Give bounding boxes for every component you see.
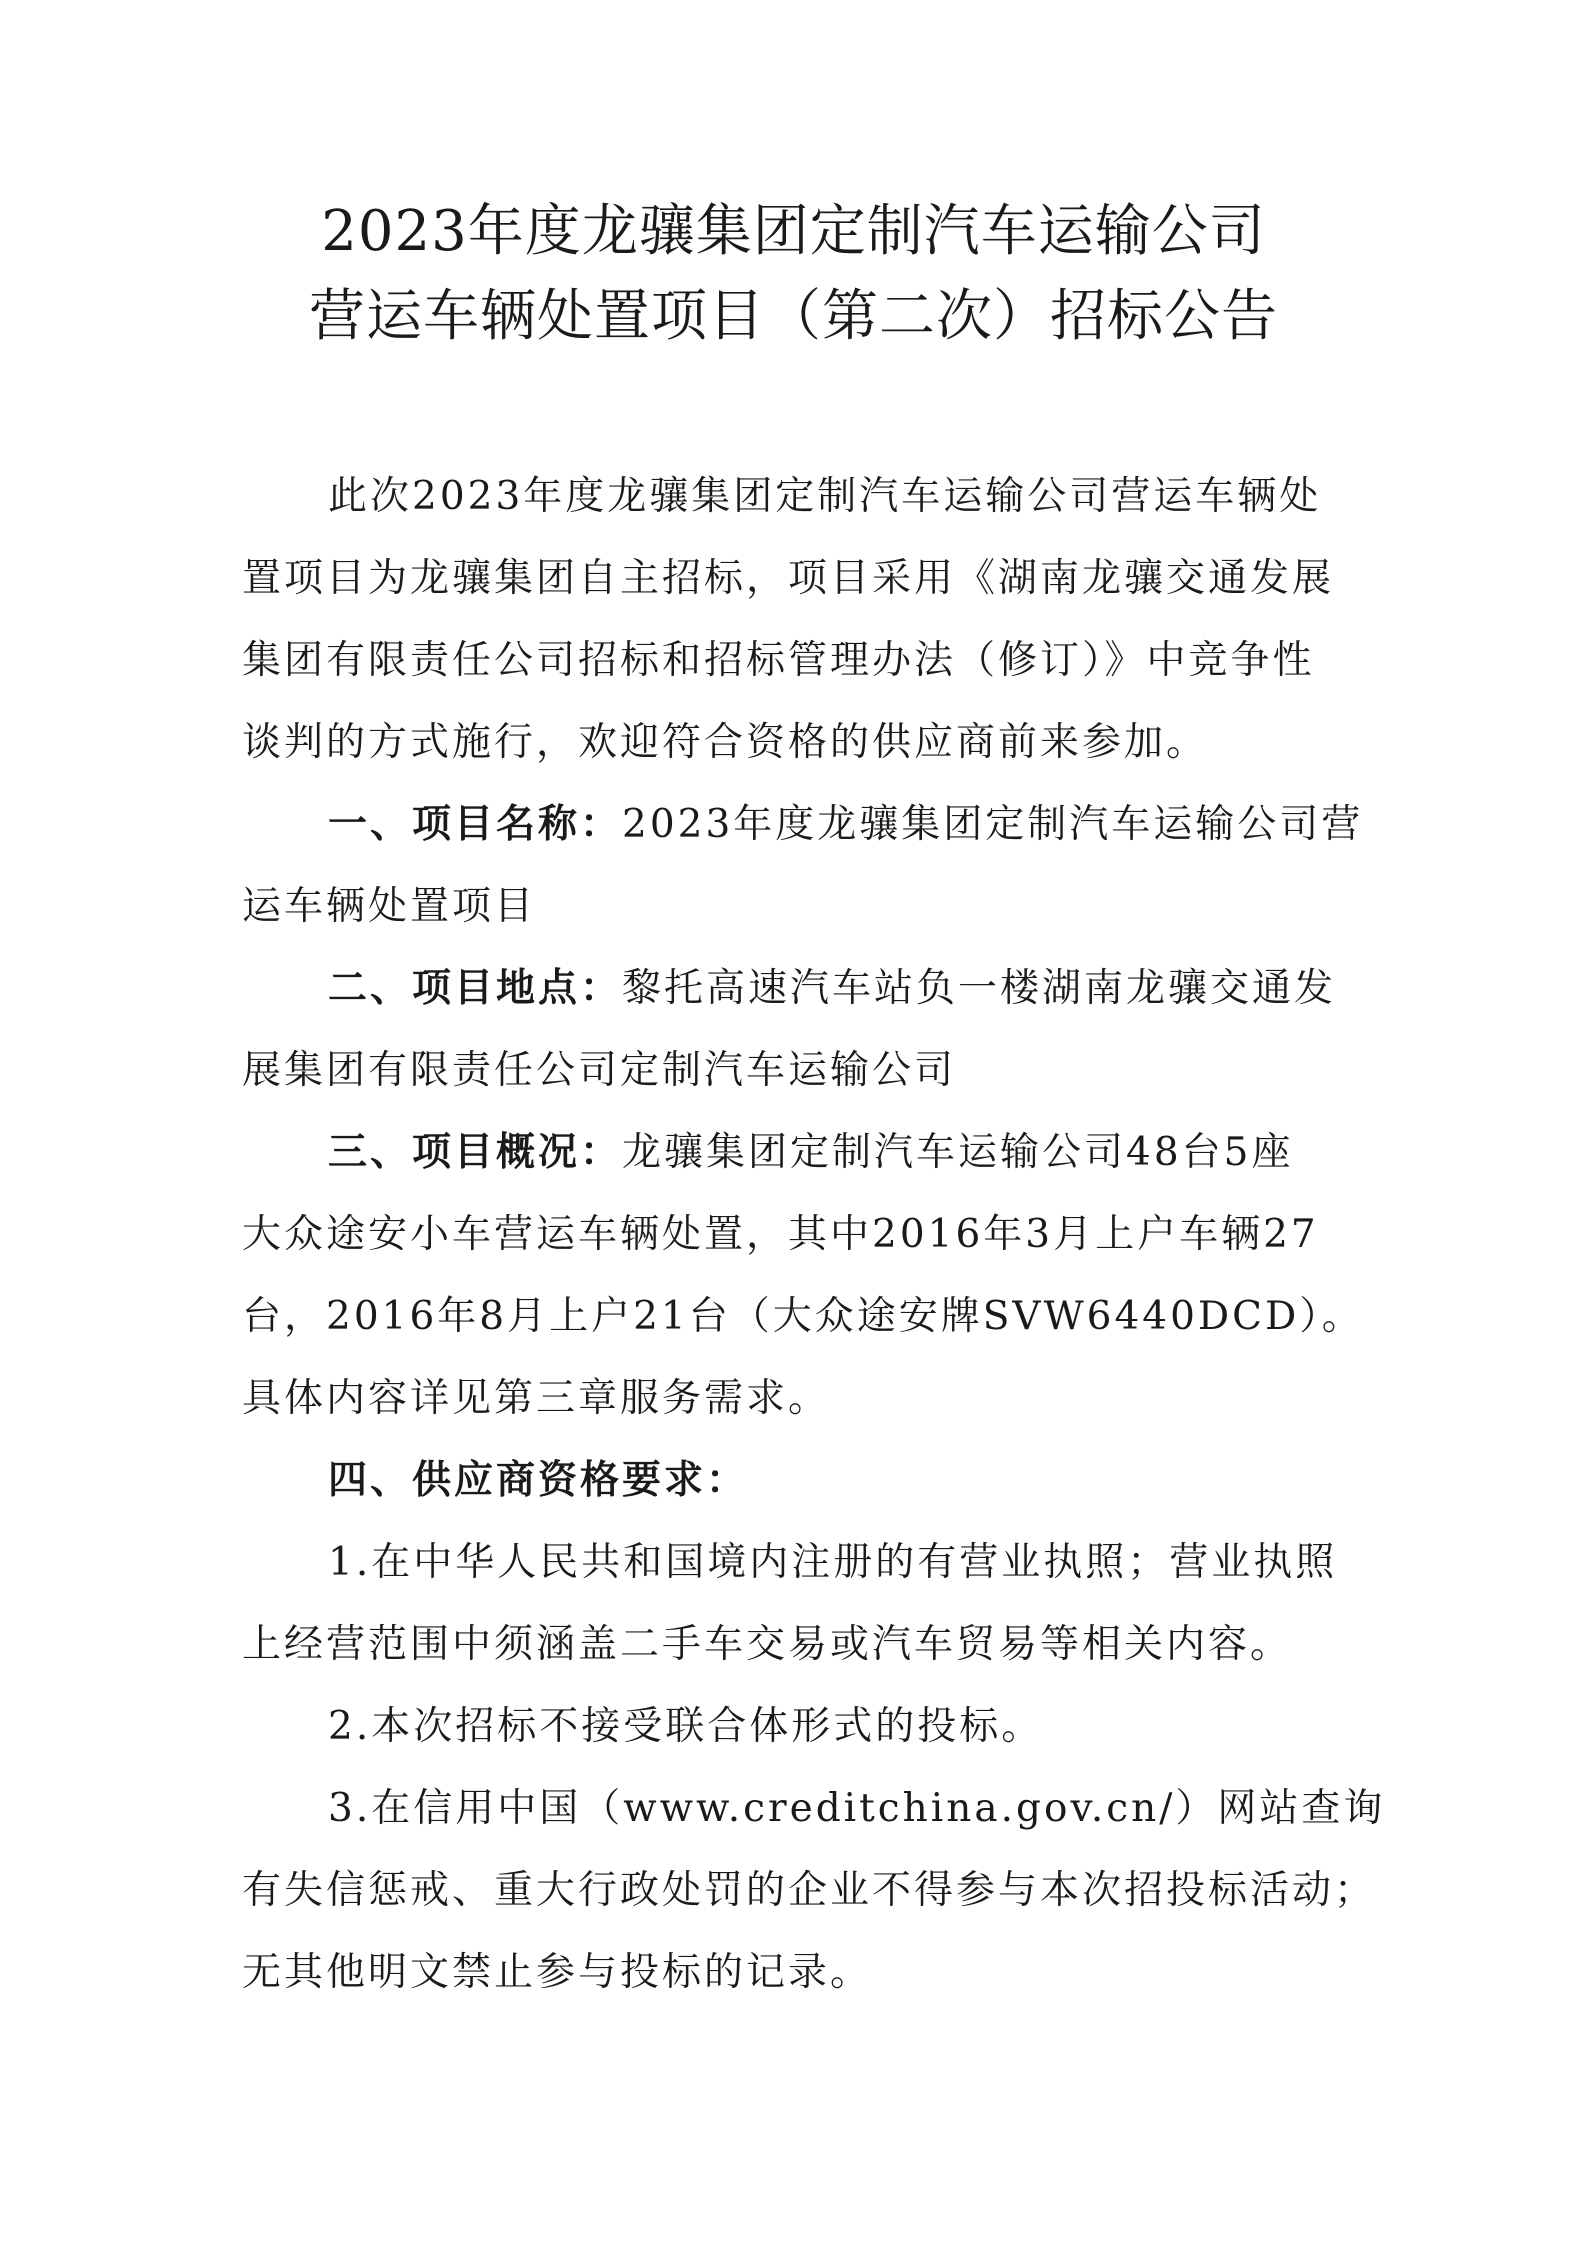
section-4-item-3-line-3: 无其他明文禁止参与投标的记录。	[242, 1950, 873, 1995]
section-3-line-1	[242, 1112, 1352, 1194]
title-line-1: 2023年度龙骧集团定制汽车运输公司	[321, 199, 1266, 264]
intro-line-2: 置项目为龙骧集团自主招标，项目采用《湖南龙骧交通发展	[242, 556, 1335, 601]
section-3-text-3: 台，2016年8月上户21台（大众途安牌SVW6440DCD）。	[242, 1294, 1364, 1339]
section-3-text-1: 龙骧集团定制汽车运输公司48台5座	[622, 1130, 1294, 1175]
section-1-heading: 一、项目名称：	[328, 802, 623, 847]
section-3-text-4: 具体内容详见第三章服务需求。	[242, 1376, 831, 1421]
section-1-text-2: 运车辆处置项目	[242, 884, 537, 929]
section-3-text-2: 大众途安小车营运车辆处置，其中2016年3月上户车辆27	[242, 1212, 1319, 1257]
section-4-item-1-line-1: 1.在中华人民共和国境内注册的有营业执照；营业执照	[328, 1540, 1338, 1585]
section-4-item-1-line-2: 上经营范围中须涵盖二手车交易或汽车贸易等相关内容。	[242, 1622, 1293, 1667]
section-1-text-1: 2023年度龙骧集团定制汽车运输公司营	[622, 802, 1364, 847]
intro-line-4: 谈判的方式施行，欢迎符合资格的供应商前来参加。	[242, 720, 1209, 765]
intro-line-3: 集团有限责任公司招标和招标管理办法（修订）》中竞争性	[242, 638, 1315, 683]
section-2-heading: 二、项目地点：	[328, 966, 623, 1011]
section-4-line-1	[242, 1440, 1352, 1522]
section-4-item-3-line-2: 有失信惩戒、重大行政处罚的企业不得参与本次招投标活动；	[242, 1868, 1377, 1913]
document-body	[242, 456, 1386, 2014]
section-4-heading: 四、供应商资格要求：	[328, 1458, 749, 1503]
intro-line-1: 此次2023年度龙骧集团定制汽车运输公司营运车辆处	[328, 474, 1322, 519]
title-line-2: 营运车辆处置项目（第二次）招标公告	[309, 284, 1278, 349]
section-4-item-2-line-1: 2.本次招标不接受联合体形式的投标。	[328, 1704, 1044, 1749]
section-2-text-2: 展集团有限责任公司定制汽车运输公司	[242, 1048, 957, 1093]
section-3-heading: 三、项目概况：	[328, 1130, 623, 1175]
section-2-line-1	[242, 948, 1352, 1030]
section-1-line-1	[242, 784, 1364, 866]
section-4-item-3-line-1: 3.在信用中国（www.creditchina.gov.cn/）网站查询	[328, 1786, 1386, 1831]
section-2-text-1: 黎托高速汽车站负一楼湖南龙骧交通发	[622, 966, 1337, 1011]
